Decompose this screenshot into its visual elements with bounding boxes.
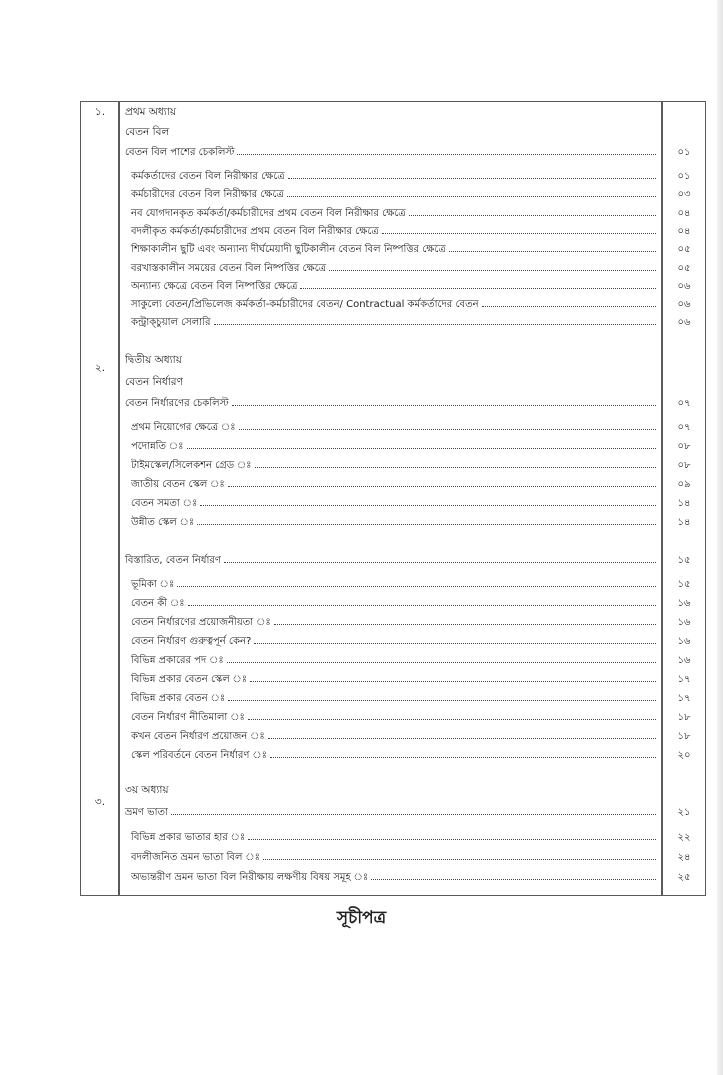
toc-page-number: ০৭ xyxy=(677,398,691,409)
toc-entry-title: ভূমিকা ঃ xyxy=(131,579,175,590)
dot-leader xyxy=(200,495,656,506)
toc-entry-title: বেতন সমতা ঃ xyxy=(131,498,198,509)
toc-entry xyxy=(131,186,660,203)
dot-leader xyxy=(382,223,656,234)
toc-entry xyxy=(131,709,660,726)
chapter-title: দ্বিতীয় অধ্যায় xyxy=(125,354,182,366)
dot-leader xyxy=(177,576,656,587)
toc-entry-title: নব যোগদানকৃত কর্মকর্তা/কর্মচারীদের প্রথম বেতন বিল নিরীক্ষার ক্ষেত্রে xyxy=(131,207,406,219)
toc-entry xyxy=(131,205,660,222)
toc-page-number: ১৬ xyxy=(677,655,691,666)
toc-entry xyxy=(125,804,660,821)
dot-leader xyxy=(237,144,656,155)
toc-entry xyxy=(131,595,660,612)
toc-entry xyxy=(131,671,660,688)
dot-leader xyxy=(274,614,656,625)
toc-entry xyxy=(131,514,660,531)
column-divider-number xyxy=(118,102,120,895)
toc-page-number: ১৬ xyxy=(677,636,691,647)
toc-entry xyxy=(131,419,660,436)
toc-entry-title: বিভিন্ন প্রকার বেতন স্কেল ঃ xyxy=(131,674,248,685)
dot-leader xyxy=(188,595,656,606)
toc-entry xyxy=(131,614,660,631)
toc-entry xyxy=(131,829,660,846)
toc-page-number: ২২ xyxy=(677,832,691,843)
dot-leader xyxy=(263,849,656,860)
toc-page-number: ০৫ xyxy=(677,244,691,256)
chapter-number: ৩. xyxy=(94,796,106,808)
dot-leader xyxy=(248,829,656,840)
dot-leader xyxy=(250,671,656,682)
toc-entry-title: সাকুল্যে বেতন/প্রিভিলেজ কর্মকর্তা-কর্মচারীদের বেতন/ Contractual কর্মকর্তাদের বেতন xyxy=(131,299,479,311)
dot-leader xyxy=(255,457,656,468)
toc-page-number: ২৫ xyxy=(677,872,691,883)
toc-entry xyxy=(131,296,660,313)
toc-entry-title: বেতন নির্ধারণ নীতিমালা ঃ xyxy=(131,712,245,723)
toc-page-number: ১৪ xyxy=(677,517,691,528)
dot-leader xyxy=(232,395,656,406)
toc-entry-title: প্রথম নিয়োগের ক্ষেত্রে ঃ xyxy=(131,422,236,433)
dot-leader xyxy=(248,709,656,720)
toc-page-number: ০৪ xyxy=(677,207,691,219)
toc-entry-title: কর্মকর্তাদের বেতন বিল নিরীক্ষার ক্ষেত্রে xyxy=(131,171,285,182)
toc-page-number: ২০ xyxy=(677,750,691,761)
toc-page-number: ১৫ xyxy=(677,579,691,590)
toc-entry xyxy=(131,476,660,493)
dot-leader xyxy=(197,514,656,525)
dot-leader xyxy=(300,278,656,289)
chapter-title: ৩য় অধ্যায় xyxy=(125,784,169,796)
toc-entry xyxy=(131,495,660,512)
dot-leader xyxy=(371,869,656,880)
dot-leader xyxy=(287,186,656,197)
dot-leader xyxy=(214,314,657,325)
toc-entry xyxy=(131,747,660,764)
toc-page-number: ১৬ xyxy=(677,617,691,628)
toc-entry xyxy=(131,633,660,650)
dot-leader xyxy=(228,690,656,701)
toc-page-number: ০১ xyxy=(677,171,691,182)
toc-entry-title: বদলীজনিত ভ্রমন ভাতা বিল ঃ xyxy=(131,852,260,863)
dot-leader xyxy=(409,205,656,216)
dot-leader xyxy=(268,728,656,739)
dot-leader xyxy=(288,168,656,179)
toc-page-number: ০৮ xyxy=(677,460,691,471)
toc-entry-title: বেতন নির্ধারণ গুরুত্বপূর্ন কেন? xyxy=(131,636,252,647)
toc-entry xyxy=(131,457,660,474)
toc-page-number: ২৪ xyxy=(677,852,691,863)
toc-entry-title: অভ্যন্তরীণ ভ্রমন ভাতা বিল নিরীক্ষায় লক্ষণীয় বিষয় সমূহ ঃ xyxy=(131,872,369,883)
toc-entry-title: বদলীকৃত কর্মকর্তা/কর্মচারীদের প্রথম বেতন বিল নিরীক্ষার ক্ষেত্রে xyxy=(131,225,379,237)
dot-leader xyxy=(449,241,656,252)
toc-page-number: ০৩ xyxy=(677,189,691,201)
dot-leader xyxy=(228,476,656,487)
dot-leader xyxy=(482,296,656,307)
toc-entry xyxy=(131,168,660,185)
toc-page-number: ১৭ xyxy=(677,693,691,704)
dot-leader xyxy=(227,652,656,663)
toc-entry-title: বেতন কী ঃ xyxy=(131,598,185,609)
toc-entry xyxy=(131,869,660,886)
toc-entry xyxy=(131,260,660,277)
toc-entry-title: পদোন্নতি ঃ xyxy=(131,441,184,452)
toc-entry-title: কখন বেতন নির্ধারণ প্রয়োজন ঃ xyxy=(131,731,265,742)
chapter-subtitle: বেতন নির্ধারণ xyxy=(125,376,183,388)
chapter-number: ১. xyxy=(94,106,106,118)
table-of-contents xyxy=(80,101,706,896)
toc-entry xyxy=(131,728,660,745)
toc-page-number: ০৯ xyxy=(677,479,691,490)
toc-entry-title: কন্ট্রাক্চুয়াল সেলারি xyxy=(131,317,211,329)
toc-entry xyxy=(131,241,660,258)
toc-entry-title: উন্নীত স্কেল ঃ xyxy=(131,517,195,528)
toc-page-number: ২১ xyxy=(677,807,691,818)
document-title: সূচীপত্র xyxy=(336,908,387,928)
toc-page-number: ১৪ xyxy=(677,498,691,509)
toc-page-number: ১৭ xyxy=(677,674,691,685)
toc-entry xyxy=(125,395,660,412)
toc-entry xyxy=(131,652,660,669)
toc-page-number: ০৫ xyxy=(677,262,691,274)
toc-entry-title: জাতীয় বেতন স্কেল ঃ xyxy=(131,479,225,490)
chapter-subtitle: বেতন বিল xyxy=(125,126,170,138)
dot-leader xyxy=(224,552,656,563)
toc-entry-title: বিস্তারিত, বেতন নির্ধারণ xyxy=(125,555,221,566)
toc-entry xyxy=(131,849,660,866)
toc-page-number: ১৬ xyxy=(677,598,691,609)
toc-page-number: ০৬ xyxy=(677,280,691,292)
toc-entry xyxy=(125,144,660,161)
toc-entry xyxy=(131,438,660,455)
toc-entry xyxy=(125,552,660,569)
dot-leader xyxy=(239,419,656,430)
toc-entry xyxy=(131,314,660,331)
toc-entry-title: বিভিন্ন প্রকার বেতন ঃ xyxy=(131,693,226,704)
column-divider-page xyxy=(661,102,663,895)
dot-leader xyxy=(254,633,656,644)
dot-leader xyxy=(329,260,656,271)
toc-entry xyxy=(131,223,660,240)
toc-page-number: ০৮ xyxy=(677,441,691,452)
toc-entry xyxy=(131,278,660,295)
toc-entry-title: শিক্ষাকালীন ছুটি এবং অন্যান্য দীর্ঘমেয়াদী ছুটিকালীন বেতন বিল নিষ্পত্তির ক্ষেত্রে xyxy=(131,244,446,256)
toc-page-number: ১৮ xyxy=(677,731,691,742)
toc-entry-title: বরখাস্তকালীন সময়ের বেতন বিল নিষ্পত্তির ক্ষেত্রে xyxy=(131,262,327,274)
toc-page-number: ১৫ xyxy=(677,555,691,566)
toc-entry-title: বেতন বিল পাশের চেকলিস্ট xyxy=(125,147,235,158)
toc-page-number: ০৬ xyxy=(677,299,691,311)
toc-entry-title: বিভিন্ন প্রকার ভাতার হার ঃ xyxy=(131,832,246,843)
toc-entry-title: টাইমস্কেল/সিলেকশন গ্রেড ঃ xyxy=(131,460,252,471)
toc-entry-title: বেতন নির্ধারণের চেকলিস্ট xyxy=(125,398,229,409)
toc-entry-title: স্কেল পরিবর্তনে বেতন নির্ধারণ ঃ xyxy=(131,750,267,761)
dot-leader xyxy=(270,747,656,758)
toc-page-number: ০৪ xyxy=(677,225,691,237)
dot-leader xyxy=(187,438,657,449)
toc-entry-title: ভ্রমণ ভাতা xyxy=(125,807,168,818)
chapter-title: প্রথম অধ্যায় xyxy=(125,106,177,118)
toc-entry-title: বেতন নির্ধারণের প্রয়োজনীয়তা ঃ xyxy=(131,617,271,628)
toc-page-number: ০৭ xyxy=(677,422,691,433)
dot-leader xyxy=(171,804,656,815)
toc-page-number: ০১ xyxy=(677,147,691,158)
toc-entry xyxy=(131,576,660,593)
toc-page-number: ০৬ xyxy=(677,317,691,329)
chapter-number: ২. xyxy=(94,362,106,374)
toc-entry xyxy=(131,690,660,707)
toc-entry-title: কর্মচারীদের বেতন বিল নিরীক্ষার ক্ষেত্রে xyxy=(131,189,284,201)
toc-entry-title: অন্যান্য ক্ষেত্রে বেতন বিল নিষ্পত্তির ক্ষেত্রে xyxy=(131,280,298,292)
toc-page-number: ১৮ xyxy=(677,712,691,723)
toc-entry-title: বিভিন্ন প্রকারের পদ ঃ xyxy=(131,655,224,666)
